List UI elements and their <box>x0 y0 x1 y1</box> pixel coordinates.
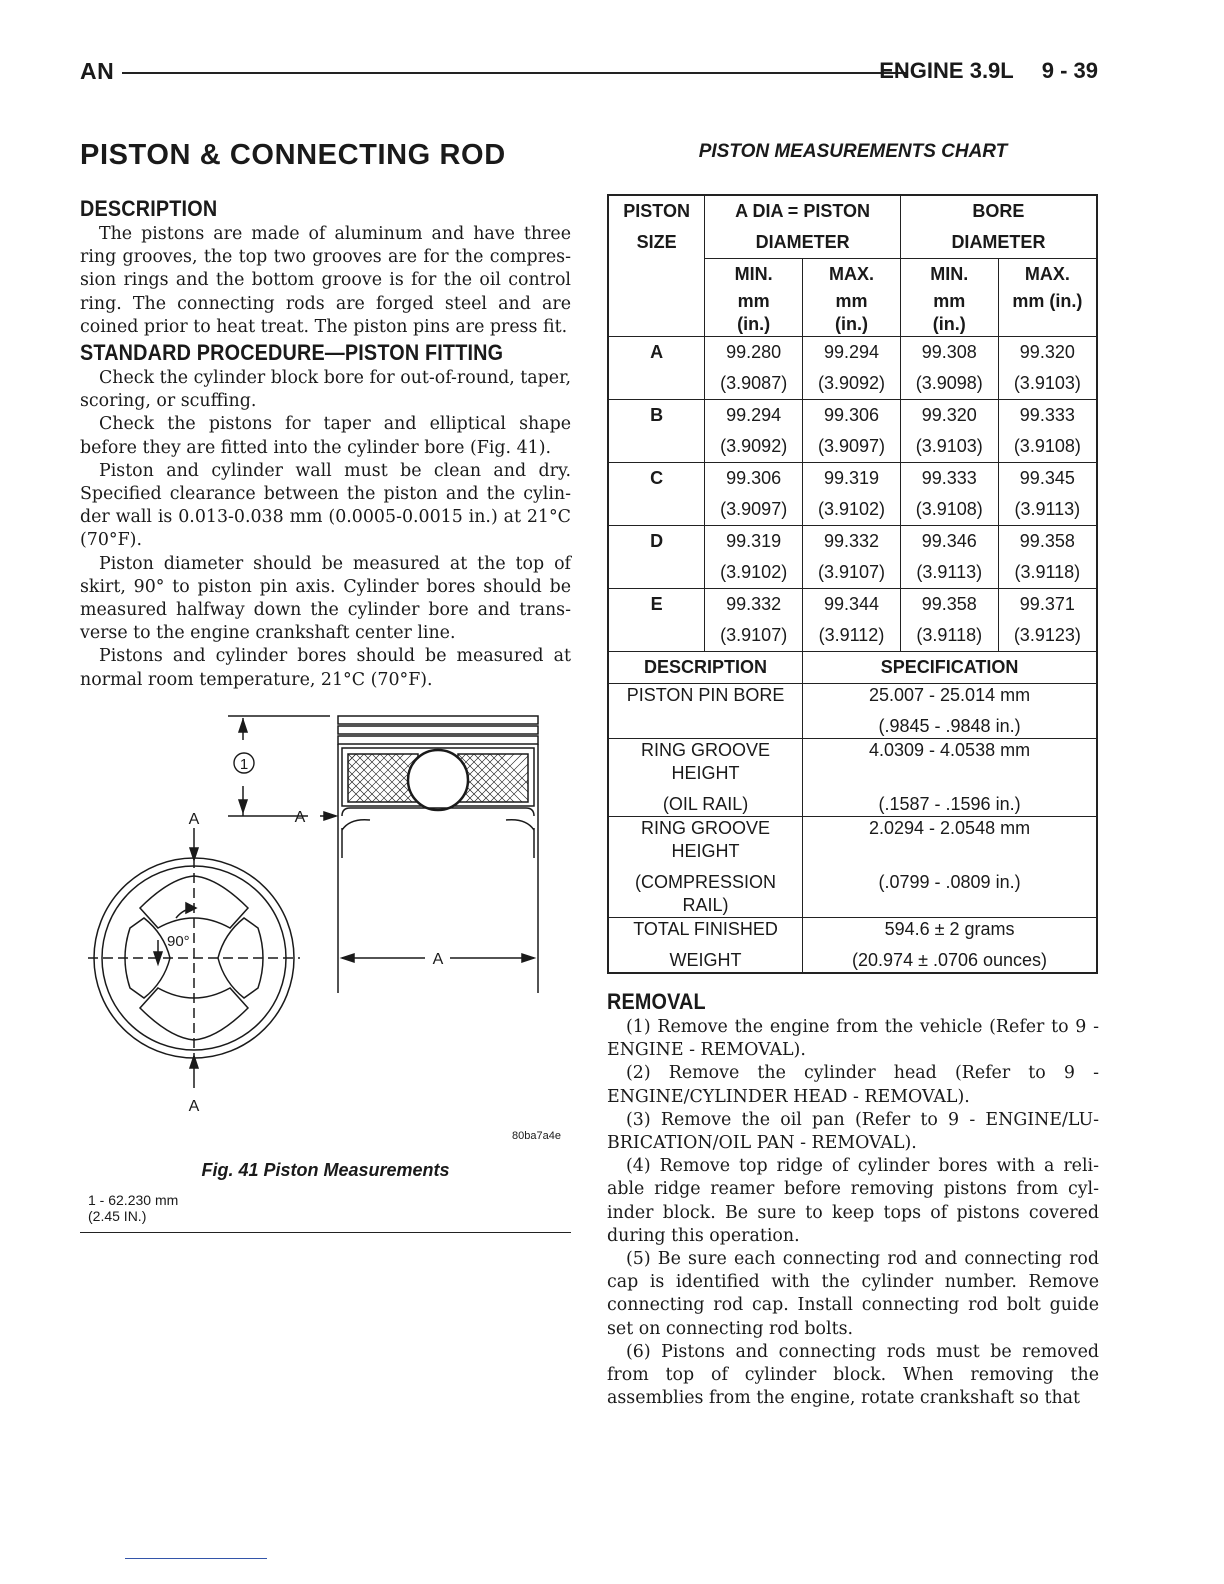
removal-step: (4) Remove top ridge of cylinder bores with a reliable ridge reamer before removing pistons from cylinder block. Be sure to keep tops of pistons covered during this operation. <box>607 1156 1099 1246</box>
page-title: PISTON & CONNECTING ROD <box>80 139 506 171</box>
table-cell: 99.333 (3.9108) <box>900 463 998 526</box>
procedure-paragraph: Check the pistons for taper and elliptical shape before they are fitted into the cylinder bore (Fig. 41). <box>80 414 571 458</box>
header-bore-min: MIN. mm (in.) <box>900 259 998 337</box>
table-row <box>608 526 1097 589</box>
figure-id: 80ba7a4e <box>512 1129 561 1142</box>
chart-title: PISTON MEASUREMENTS CHART <box>698 141 1008 162</box>
table-cell: 99.346 (3.9113) <box>900 526 998 589</box>
table-cell: 99.358 (3.9118) <box>998 526 1097 589</box>
header-piston-diameter: A DIA = PISTON DIAMETER <box>705 195 901 259</box>
table-cell: 99.358 (3.9118) <box>900 589 998 652</box>
header-bore-diameter: BORE DIAMETER <box>900 195 1097 259</box>
procedure-paragraph: Check the cylinder block bore for out-of-round, taper, scoring, or scuffing. <box>80 368 571 412</box>
figure-legend <box>88 1192 178 1224</box>
spec-description: RING GROOVE HEIGHT (OIL RAIL) <box>608 739 803 817</box>
removal-step: (6) Pistons and connecting rods must be removed from top of cylinder block. When removing the assemblies from the engine, rotate crankshaft so that <box>607 1341 1099 1409</box>
label-a-bottom: A <box>188 1097 200 1115</box>
removal-step: (3) Remove the oil pan (Refer to 9 - ENGINE/LUBRICATION/OIL PAN - REMOVAL). <box>607 1109 1099 1154</box>
page-number: 9 - 39 <box>1041 58 1098 83</box>
table-cell: 99.320 (3.9103) <box>900 400 998 463</box>
spec-value: 4.0309 - 4.0538 mm (.1587 - .1596 in.) <box>803 739 1097 817</box>
table-cell: 99.294 (3.9092) <box>705 400 803 463</box>
spec-header-specification: SPECIFICATION <box>803 652 1097 684</box>
figure-41 <box>80 708 571 1228</box>
callout-1: 1 <box>239 755 249 773</box>
figure-legend-line: (2.45 IN.) <box>88 1207 147 1224</box>
header-rule <box>122 72 907 74</box>
table-cell: 99.319 (3.9102) <box>803 463 901 526</box>
header-piston-size: PISTON SIZE <box>608 195 705 337</box>
spec-row <box>608 918 1097 974</box>
piston-size: B <box>608 400 705 463</box>
table-cell: 99.306 (3.9097) <box>705 463 803 526</box>
table-row <box>608 589 1097 652</box>
table-row <box>608 337 1097 400</box>
description-text: The pistons are made of aluminum and have three ring grooves, the top two grooves are for the compression rings and the bottom groove is for the oil control ring. The connecting rods are forged steel and are coined prior to heat treat. The piston pins are press fit. <box>80 224 571 337</box>
removal-step: (5) Be sure each connecting rod and connecting rod cap is identified with the cylinder number. Remove connecting rod cap. Install connecting rod bolt guide set on connecting rod bolts. <box>607 1249 1099 1339</box>
standard-procedure-heading: STANDARD PROCEDURE—PISTON FITTING <box>80 340 504 366</box>
footer-link-underline <box>125 1558 267 1559</box>
figure-legend-line: 1 - 62.230 mm <box>88 1191 179 1208</box>
figure-rule <box>80 1232 571 1233</box>
piston-measurement-diagram <box>80 708 571 1148</box>
description-heading: DESCRIPTION <box>80 196 218 221</box>
table-row <box>608 463 1097 526</box>
piston-measurements-table <box>607 194 1098 974</box>
table-cell: 99.333 (3.9108) <box>998 400 1097 463</box>
header-manual-code: AN <box>80 58 115 84</box>
spec-value: 25.007 - 25.014 mm (.9845 - .9848 in.) <box>803 684 1097 739</box>
procedure-paragraph: Pistons and cylinder bores should be measured at normal room temperature, 21°C (70°F). <box>80 646 571 690</box>
table-cell: 99.332 (3.9107) <box>803 526 901 589</box>
spec-description: TOTAL FINISHED WEIGHT <box>608 918 803 974</box>
spec-row <box>608 739 1097 817</box>
table-cell: 99.371 (3.9123) <box>998 589 1097 652</box>
header-bore-max: MAX. mm (in.) <box>998 259 1097 337</box>
table-cell: 99.280 (3.9087) <box>705 337 803 400</box>
header-section-title: ENGINE 3.9L <box>879 58 1014 83</box>
table-cell: 99.308 (3.9098) <box>900 337 998 400</box>
label-a-bottom-dimension: A <box>432 950 444 968</box>
piston-size: D <box>608 526 705 589</box>
right-column <box>607 138 1099 1410</box>
table-cell: 99.345 (3.9113) <box>998 463 1097 526</box>
piston-size: E <box>608 589 705 652</box>
procedure-paragraph: Piston and cylinder wall must be clean and dry. Specified clearance between the piston and the cylinder wall is 0.013-0.038 mm (0.0005-0.0015 in.) at 21°C (70°F). <box>80 460 571 551</box>
page-header <box>80 58 1098 88</box>
header-dia-min: MIN. mm (in.) <box>705 259 803 337</box>
piston-size: C <box>608 463 705 526</box>
procedure-paragraph: Piston diameter should be measured at the top of skirt, 90° to piston pin axis. Cylinder bores should be measured halfway down the cylinder bore and transverse to the engine crankshaft center line. <box>80 553 571 644</box>
header-dia-max: MAX. mm (in.) <box>803 259 901 337</box>
removal-step: (1) Remove the engine from the vehicle (Refer to 9 - ENGINE - REMOVAL). <box>607 1017 1099 1061</box>
removal-section <box>607 988 1099 1410</box>
table-cell: 99.344 (3.9112) <box>803 589 901 652</box>
table-row <box>608 400 1097 463</box>
table-cell: 99.306 (3.9097) <box>803 400 901 463</box>
figure-caption: Fig. 41 Piston Measurements <box>201 1159 450 1180</box>
left-column <box>80 135 571 1228</box>
spec-value: 594.6 ± 2 grams (20.974 ± .0706 ounces) <box>803 918 1097 974</box>
label-90-degrees: 90° <box>167 932 190 950</box>
spec-row <box>608 684 1097 739</box>
header-section <box>879 58 1098 84</box>
table-cell: 99.319 (3.9102) <box>705 526 803 589</box>
spec-description: PISTON PIN BORE <box>608 684 803 739</box>
label-a-top: A <box>188 810 200 828</box>
spec-row <box>608 817 1097 918</box>
removal-heading: REMOVAL <box>607 989 706 1014</box>
spec-header-description: DESCRIPTION <box>608 652 803 684</box>
piston-size: A <box>608 337 705 400</box>
table-cell: 99.294 (3.9092) <box>803 337 901 400</box>
table-cell: 99.320 (3.9103) <box>998 337 1097 400</box>
removal-step: (2) Remove the cylinder head (Refer to 9 - ENGINE/CYLINDER HEAD - REMOVAL). <box>607 1063 1099 1107</box>
spec-description: RING GROOVE HEIGHT (COMPRESSION RAIL) <box>608 817 803 918</box>
label-a-side: A <box>294 808 306 826</box>
table-cell: 99.332 (3.9107) <box>705 589 803 652</box>
spec-value: 2.0294 - 2.0548 mm (.0799 - .0809 in.) <box>803 817 1097 918</box>
